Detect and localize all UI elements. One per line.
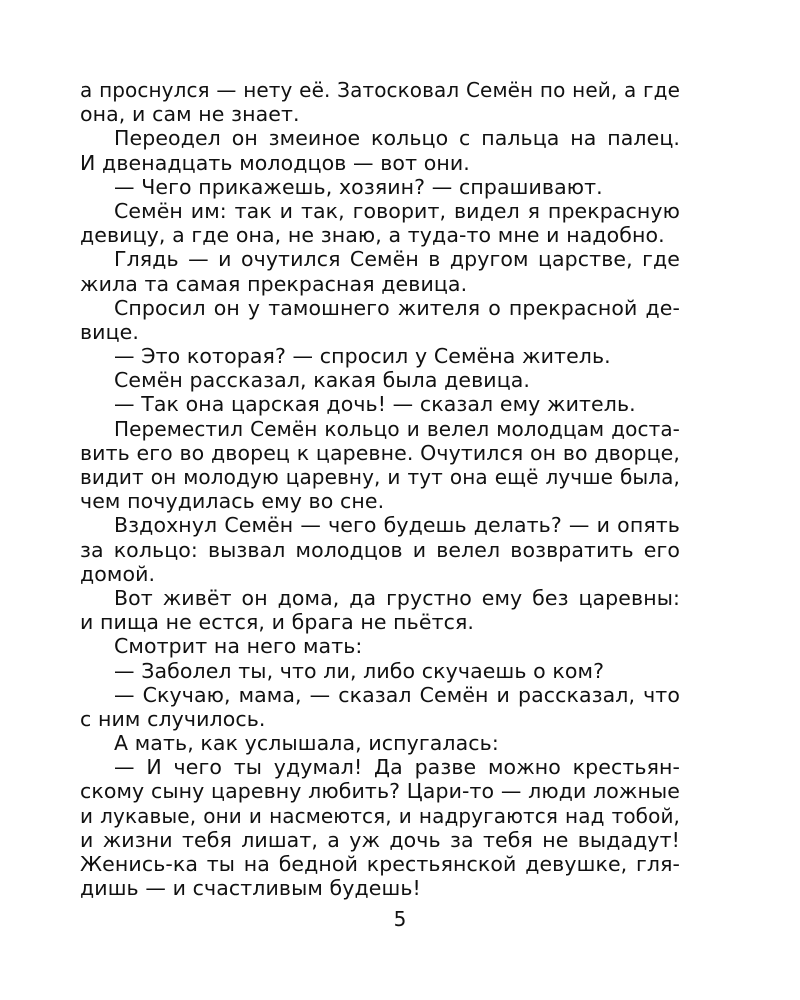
text-line: и пища не естся, и брага не пьётся. (80, 610, 475, 635)
text-line: — Чего прикажешь, хозяин? — спрашивают. (114, 174, 603, 199)
page-number: 5 (393, 907, 407, 931)
text-line: — Скучаю, мама, — сказал Семён и рассказал, что (114, 682, 680, 707)
page-text (80, 78, 680, 900)
text-line: Смотрит на него мать: (114, 634, 363, 659)
text-line: — И чего ты удумал! Да разве можно крестьян- (114, 755, 680, 780)
text-line: за кольцо: вызвал молодцов и велел возвратить его (80, 537, 680, 562)
text-line: Глядь — и очутился Семён в другом царстве, где (114, 247, 680, 272)
text-line: жила та самая прекрасная девица. (80, 271, 468, 296)
text-line: — Это которая? — спросил у Семёна житель. (114, 344, 611, 369)
text-line: — Заболел ты, что ли, либо скучаешь о ком? (114, 658, 605, 683)
text-line: она, и сам не знает. (80, 102, 300, 127)
text-line: и жизни тебя лишат, а уж дочь за тебя не выдадут! (80, 827, 680, 852)
text-line: скому сыну царевну любить? Цари-то — люди ложные (80, 779, 680, 804)
text-line: а проснулся — нету её. Затосковал Семён по ней, а где (80, 78, 680, 102)
text-line: И двенадцать молодцов — вот они. (80, 150, 470, 175)
text-line: дишь — и счастливым будешь! (80, 876, 421, 901)
text-line: Семён рассказал, какая была девица. (114, 368, 531, 393)
text-line: Семён им: так и так, говорит, видел я прекрасную (114, 198, 680, 223)
text-line: — Так она царская дочь! — сказал ему житель. (114, 392, 636, 417)
text-line: вице. (80, 319, 139, 344)
text-line: с ним случилось. (80, 706, 266, 731)
text-line: и лукавые, они и насмеются, и надругаются над тобой, (80, 803, 680, 828)
text-line: девицу, а где она, не знаю, а туда-то мне и надобно. (80, 223, 665, 248)
text-line: Спросил он у тамошнего жителя о прекрасной де- (114, 295, 680, 320)
text-line: Вот живёт он дома, да грустно ему без царевны: (114, 585, 680, 610)
text-line: А мать, как услышала, испугалась: (114, 731, 499, 756)
text-line: домой. (80, 561, 156, 586)
text-line: Женись-ка ты на бедной крестьянской девушке, гля- (80, 852, 680, 876)
text-line: Переодел он змеиное кольцо с пальца на палец. (114, 126, 680, 151)
text-line: Переместил Семён кольцо и велел молодцам доста- (114, 416, 680, 441)
text-line: видит он молодую царевну, и тут она ещё лучше была, (80, 465, 680, 489)
text-line: вить его во дворец к царевне. Очутился он во дворце, (80, 440, 680, 465)
text-line: Вздохнул Семён — чего будешь делать? — и опять (114, 513, 680, 538)
text-line: чем почудилась ему во сне. (80, 489, 385, 514)
